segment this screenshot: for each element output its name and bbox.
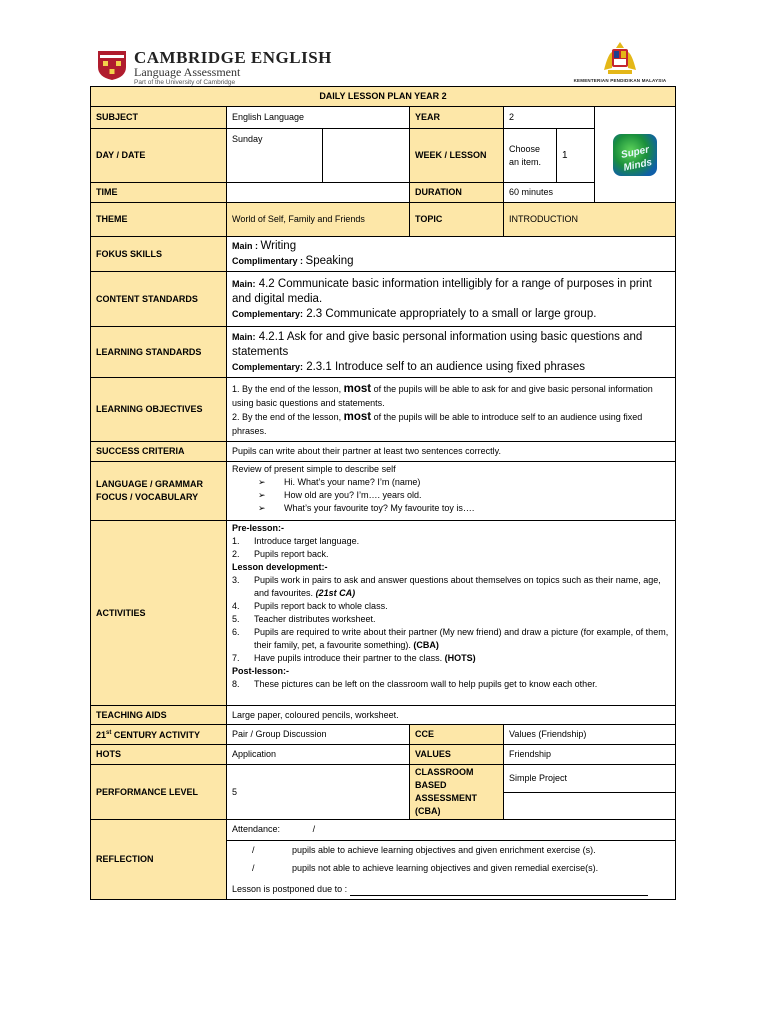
refl2-slash: / [252,863,255,873]
item-number: 2. [232,549,240,559]
obj2-most: most [343,410,372,423]
day-value: Sunday [227,129,323,183]
obj1-text-b: of the pupils will be able to ask for and give basic personal information using basic questions and statements. [232,383,653,408]
content-main-label: Main: [232,278,256,289]
list-item [232,502,670,515]
activities-label: ACTIVITIES [91,521,227,706]
page-header [0,0,768,86]
item-text: These pictures can be left on the classroom wall to help pupils get to know each other. [254,679,598,689]
item-tag: (CBA) [413,640,439,650]
item-text: Introduce target language. [254,536,360,546]
pre-lesson-heading: Pre-lesson:- [232,523,285,533]
item-tag: (21st CA) [315,588,356,598]
ls-comp-value: 2.3.1 Introduce self to an audience using fixed phrases [306,360,585,373]
language-cell [227,462,676,521]
lesson-number: 1 [557,129,595,183]
cba-label: CLASSROOM BASED ASSESSMENT (CBA) [410,765,504,820]
cce-label: CCE [410,725,504,745]
postponed-input[interactable] [350,885,648,896]
content-comp-label: Complementary: [232,308,304,319]
ls-main-label: Main: [232,331,256,342]
fokus-label: FOKUS SKILLS [91,237,227,272]
item-text: Pupils work in pairs to ask and answer questions about themselves on topics such as their name, age, and favourites. [254,575,661,598]
cambridge-subtitle: Language Assessment [134,65,241,79]
date-value [323,129,410,183]
list-item [232,535,670,548]
lang-item-text: What’s your favourite toy? My favourite toy is…. [284,503,475,513]
content-main-value: 4.2 Communicate basic information intelligibly for a range of purposes in print and digital media. [232,277,652,305]
list-item [232,574,670,600]
obj2-text-a: 2. By the end of the lesson, [232,411,342,422]
list-item [232,652,670,665]
fokus-comp-label: Complimentary : [232,256,304,266]
century-label-text: CENTURY ACTIVITY [111,730,201,740]
performance-label: PERFORMANCE LEVEL [91,765,227,820]
day-label: DAY / DATE [91,129,227,183]
aids-value: Large paper, coloured pencils, worksheet. [227,706,676,725]
fokus-main-label: Main : [232,241,258,251]
time-value [227,183,410,203]
topic-value: INTRODUCTION [504,203,676,237]
plan-title: DAILY LESSON PLAN YEAR 2 [91,87,676,107]
list-item [232,476,670,489]
performance-value: 5 [227,765,410,820]
arrow-bullet-icon: ➢ [258,503,266,513]
list-item [232,489,670,502]
refl2-text: pupils not able to achieve learning objectives and given remedial exercise(s). [292,863,599,873]
item-text: Pupils are required to write about their partner (My new friend) and draw a picture (for example, of them, their family, pet, a favourite something). [254,627,669,650]
cba-value-blank [504,792,676,820]
objectives-label: LEARNING OBJECTIVES [91,378,227,442]
language-intro: Review of present simple to describe self [232,464,396,474]
attendance-row [227,820,675,841]
list-item [232,613,670,626]
attendance-slash: / [312,824,316,834]
refl1-slash: / [252,845,255,855]
activities-cell [227,521,676,706]
item-number: 7. [232,653,240,663]
kpm-caption: KEMENTERIAN PENDIDIKAN MALAYSIA [573,78,667,83]
objectives-cell [227,378,676,442]
reflection-cell [227,820,676,900]
year-value: 2 [504,107,595,129]
learning-standards-label: LEARNING STANDARDS [91,327,227,378]
arrow-bullet-icon: ➢ [258,490,266,500]
super-minds-cover-image: Super Minds [613,134,657,176]
success-label: SUCCESS CRITERIA [91,442,227,462]
aids-label: TEACHING AIDS [91,706,227,725]
cce-value: Values (Friendship) [504,725,676,745]
hots-label: HOTS [91,745,227,765]
week-dropdown[interactable]: Choose an item. [504,129,557,183]
item-number: 4. [232,601,240,611]
ls-main-value: 4.2.1 Ask for and give basic personal information using basic questions and statements [232,330,643,358]
lesson-dev-heading: Lesson development:- [232,562,328,572]
obj1-text-a: 1. By the end of the lesson, [232,383,342,394]
list-item [232,600,670,613]
subject-value: English Language [227,107,410,129]
year-label: YEAR [410,107,504,129]
list-item [232,678,670,691]
time-label: TIME [91,183,227,203]
subject-label: SUBJECT [91,107,227,129]
item-text: Pupils report back. [254,549,329,559]
item-number: 1. [232,536,240,546]
topic-label: TOPIC [410,203,504,237]
century-label [91,725,227,745]
theme-label: THEME [91,203,227,237]
language-label: LANGUAGE / GRAMMAR FOCUS / VOCABULARY [91,462,227,521]
cambridge-shield-logo [96,49,128,81]
attendance-label: Attendance: [232,824,281,834]
item-tag: (HOTS) [444,653,476,663]
cambridge-wordmark [134,49,332,87]
century-label-num: 21 [96,730,107,740]
fokus-main-value: Writing [260,240,297,252]
duration-label: DURATION [410,183,504,203]
hots-value: Application [227,745,410,765]
theme-value: World of Self, Family and Friends [227,203,410,237]
coat-of-arms-icon [600,40,640,78]
lesson-plan-table [90,86,676,900]
content-standards-label: CONTENT STANDARDS [91,272,227,327]
kpm-logo [572,40,668,86]
list-item [232,548,670,561]
item-number: 8. [232,679,240,689]
post-lesson-heading: Post-lesson:- [232,666,290,676]
cambridge-title: CAMBRIDGE ENGLISH [134,48,332,67]
reflection-label: REFLECTION [91,820,227,900]
content-standards-cell [227,272,676,327]
refl1-text: pupils able to achieve learning objectives and given enrichment exercise (s). [292,845,596,855]
item-number: 6. [232,627,240,637]
book-cover-cell [595,107,676,203]
week-label: WEEK / LESSON [410,129,504,183]
fokus-cell [227,237,676,272]
item-number: 3. [232,575,240,585]
postponed-label: Lesson is postponed due to : [232,884,348,894]
success-value: Pupils can write about their partner at least two sentences correctly. [227,442,676,462]
cba-value: Simple Project [504,765,676,793]
ls-comp-label: Complementary: [232,361,304,372]
list-item [232,626,670,652]
cambridge-part-of: Part of the University of Cambridge [134,79,236,86]
arrow-bullet-icon: ➢ [258,477,266,487]
content-comp-value: 2.3 Communicate appropriately to a small or large group. [306,307,597,320]
item-text: Pupils report back to whole class. [254,601,388,611]
values-value: Friendship [504,745,676,765]
item-number: 5. [232,614,240,624]
item-text: Teacher distributes worksheet. [254,614,376,624]
item-text: Have pupils introduce their partner to the class. [254,653,443,663]
obj1-most: most [343,382,372,395]
century-label-sup: st [106,730,112,736]
learning-standards-cell [227,327,676,378]
lang-item-text: Hi. What’s your name? I’m (name) [284,477,421,487]
century-value: Pair / Group Discussion [227,725,410,745]
duration-value: 60 minutes [504,183,595,203]
obj2-text-b: of the pupils will be able to introduce self to an audience using fixed phrases. [232,411,643,436]
lang-item-text: How old are you? I’m…. years old. [284,490,422,500]
values-label: VALUES [410,745,504,765]
fokus-comp-value: Speaking [305,255,354,267]
